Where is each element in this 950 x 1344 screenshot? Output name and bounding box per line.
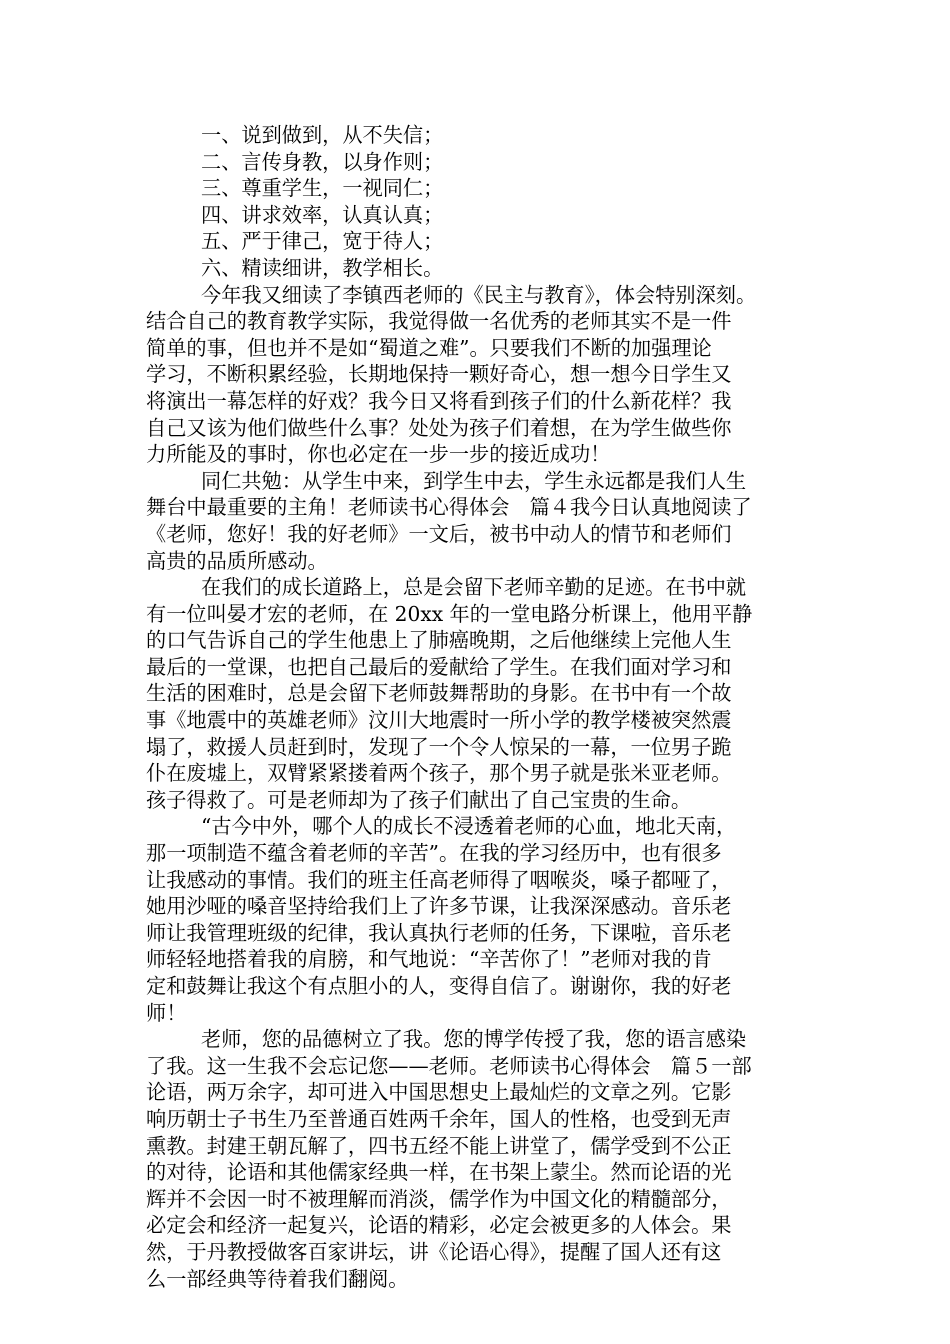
text-line: 五、严于律己，宽于待人； <box>201 229 444 254</box>
text-line: 高贵的品质所感动。 <box>146 548 328 573</box>
text-line: 论语，两万余字，却可进入中国思想史上最灿烂的文章之列。它影 <box>146 1080 732 1105</box>
text-line: 二、言传身教，以身作则； <box>201 149 444 174</box>
text-line: “古今中外，哪个人的成长不浸透着老师的心血，地北天南， <box>201 814 737 839</box>
text-line: 《老师，您好！我的好老师》一文后，被书中动人的情节和老师们 <box>146 521 732 546</box>
text-line: 学习，不断积累经验，长期地保持一颗好奇心，想一想今日学生又 <box>146 362 732 387</box>
text-line: 有一位叫晏才宏的老师，在 20xx 年的一堂电路分析课上，他用平静 <box>146 601 753 626</box>
text-line: 今年我又细读了李镇西老师的《民主与教育》，体会特别深刻。 <box>201 282 757 307</box>
text-line: 一、说到做到，从不失信； <box>201 123 444 147</box>
text-line: 简单的事，但也并不是如“蜀道之难”。只要我们不断的加强理论 <box>146 335 712 360</box>
text-line: 六、精读细讲，教学相长。 <box>201 255 444 280</box>
text-line: 塌了，救援人员赶到时，发现了一个令人惊呆的一幕，一位男子跪 <box>146 734 732 759</box>
text-line: 将演出一幕怎样的好戏？我今日又将看到孩子们的什么新花样？我 <box>146 388 732 413</box>
document-body <box>146 122 822 1292</box>
text-line: 了我。这一生我不会忘记您——老师。老师读书心得体会 篇５一部 <box>146 1053 752 1078</box>
text-line: 四、讲求效率，认真认真； <box>201 202 444 227</box>
text-line: 必定会和经济一起复兴，论语的精彩，必定会被更多的人体会。果 <box>146 1213 732 1238</box>
text-line: 老师，您的品德树立了我。您的博学传授了我，您的语言感染 <box>201 1027 747 1052</box>
text-line: 仆在废墟上，双臂紧紧搂着两个孩子，那个男子就是张米亚老师。 <box>146 761 732 786</box>
text-line: 舞台中最重要的主角！老师读书心得体会 篇４我今日认真地阅读了 <box>146 495 752 520</box>
text-line: 结合自己的教育教学实际，我觉得做一名优秀的老师其实不是一件 <box>146 309 732 334</box>
text-line: 在我们的成长道路上，总是会留下老师辛勤的足迹。在书中就 <box>201 575 747 600</box>
text-line: 师轻轻地搭着我的肩膀，和气地说：“辛苦你了！”老师对我的肯 <box>146 947 712 972</box>
text-line: 么一部经典等待着我们翻阅。 <box>146 1266 409 1291</box>
text-line: 然，于丹教授做客百家讲坛，讲《论语心得》，提醒了国人还有这 <box>146 1239 722 1264</box>
text-line: 辉并不会因一时不被理解而消淡，儒学作为中国文化的精髓部分， <box>146 1186 732 1211</box>
text-line: 熏教。封建王朝瓦解了，四书五经不能上讲堂了，儒学受到不公正 <box>146 1133 732 1158</box>
text-line: 最后的一堂课，也把自己最后的爱献给了学生。在我们面对学习和 <box>146 654 732 679</box>
text-line: 的对待，论语和其他儒家经典一样，在书架上蒙尘。然而论语的光 <box>146 1160 732 1185</box>
text-line: 响历朝士子书生乃至普通百姓两千余年，国人的性格，也受到无声 <box>146 1106 732 1131</box>
text-line: 师让我管理班级的纪律，我认真执行老师的任务，下课啦，音乐老 <box>146 920 732 945</box>
text-line: 同仁共勉：从学生中来，到学生中去，学生永远都是我们人生 <box>201 468 747 493</box>
text-line: 让我感动的事情。我们的班主任高老师得了咽喉炎，嗓子都哑了， <box>146 867 732 892</box>
text-line: 事《地震中的英雄老师》汶川大地震时一所小学的教学楼被突然震 <box>146 708 732 733</box>
text-line: 孩子得救了。可是老师却为了孩子们献出了自己宝贵的生命。 <box>146 787 692 812</box>
text-line: 那一项制造不蕴含着老师的辛苦”。在我的学习经历中，也有很多 <box>146 841 722 866</box>
text-line: 三、尊重学生，一视同仁； <box>201 176 444 201</box>
text-line: 她用沙哑的嗓音坚持给我们上了许多节课，让我深深感动。音乐老 <box>146 894 732 919</box>
text-line: 定和鼓舞让我这个有点胆小的人，变得自信了。谢谢你，我的好老 <box>146 974 732 998</box>
text-line: 师！ <box>146 1000 187 1025</box>
text-line: 生活的困难时，总是会留下老师鼓舞帮助的身影。在书中有一个故 <box>146 681 732 706</box>
text-line: 自己又该为他们做些什么事？处处为孩子们着想，在为学生做些你 <box>146 415 732 440</box>
text-line: 力所能及的事时，你也必定在一步一步的接近成功！ <box>146 442 611 467</box>
text-line: 的口气告诉自己的学生他患上了肺癌晚期，之后他继续上完他人生 <box>146 628 732 653</box>
